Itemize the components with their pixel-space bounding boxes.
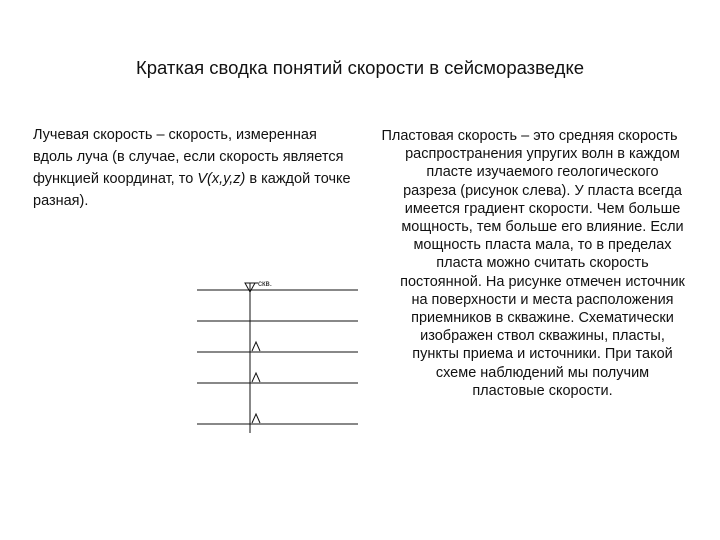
- receiver-icon: [252, 342, 260, 351]
- page-title: Краткая сводка понятий скорости в сейсморазведке: [135, 57, 585, 78]
- well-label: скв.: [258, 279, 272, 288]
- receiver-icon: [252, 373, 260, 382]
- layer-velocity-term: Пластовая скорость: [381, 128, 518, 144]
- layer-velocity-text: – это средняя скорость распространения упругих волн в каждом пласте изучаемого геологического разреза (рисунок слева). У пласта всегда имеется градиент скорости. Чем больше мощность, тем больше его влияние. Если мощность пласта мала, то в пределах пласта можно считать скорость постоянной. На рисунке отмечен источник на поверхности и места расположения приемников в скважине. Схематически изображен ствол скважины, пласты, пункты приема и источники. При такой схеме наблюдений мы получим пластовые скорости.: [400, 128, 685, 399]
- ray-velocity-term: Лучевая скорость: [33, 127, 153, 143]
- velocity-formula: V(x,y,z): [197, 171, 246, 187]
- ray-velocity-text-2: в каждой точке разная).: [33, 171, 351, 209]
- layer-velocity-paragraph: [372, 127, 687, 400]
- receiver-icon: [252, 414, 260, 423]
- ray-velocity-text-1: – скорость, измеренная вдоль луча (в случае, если скорость является функцией координат, то: [33, 127, 344, 187]
